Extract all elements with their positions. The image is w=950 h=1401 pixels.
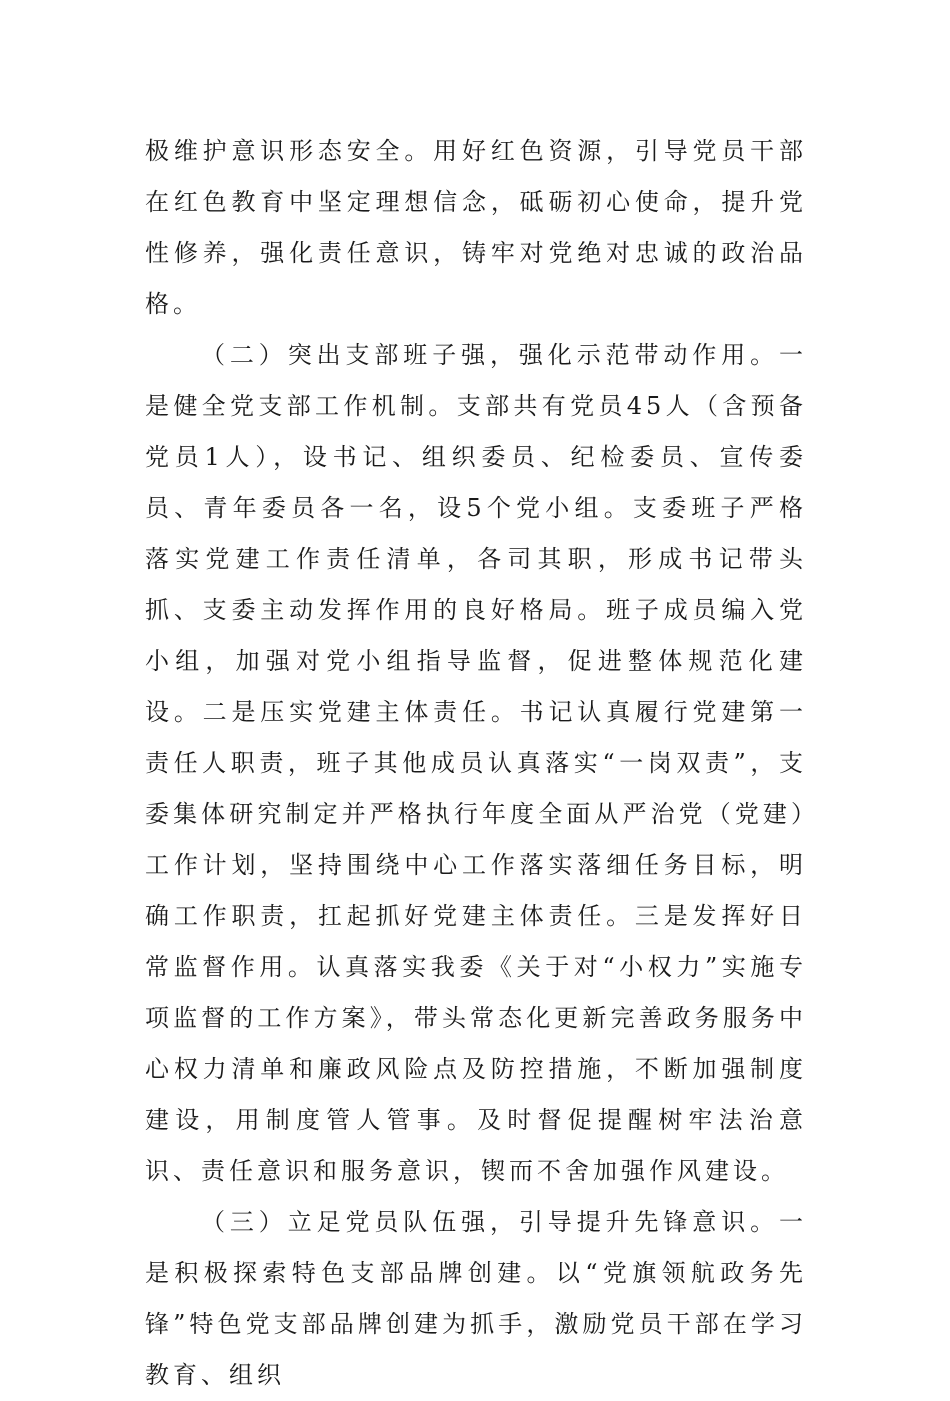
document-body xyxy=(145,126,807,1401)
paragraph-continuation: 极维护意识形态安全。用好红色资源，引导党员干部在红色教育中坚定理想信念，砥砺初心使命，提升党性修养，强化责任意识，铸牢对党绝对忠诚的政治品格。 xyxy=(145,137,807,318)
paragraph-section-two: （二）突出支部班子强，强化示范带动作用。一是健全党支部工作机制。支部共有党员45人（含预备党员1人），设书记、组织委员、纪检委员、宣传委员、青年委员各一名，设5个党小组。支委班子严格落实党建工作责任清单，各司其职，形成书记带头抓、支委主动发挥作用的良好格局。班子成员编入党小组，加强对党小组指导监督，促进整体规范化建设。二是压实党建主体责任。书记认真履行党建第一责任人职责，班子其他成员认真落实“一岗双责”，支委集体研究制定并严格执行年度全面从严治党（党建）工作计划，坚持围绕中心工作落实落细任务目标，明确工作职责，扛起抓好党建主体责任。三是发挥好日常监督作用。认真落实我委《关于对“小权力”实施专项监督的工作方案》，带头常态化更新完善政务服务中心权力清单和廉政风险点及防控措施，不断加强制度建设，用制度管人管事。及时督促提醒树牢法治意识、责任意识和服务意识，锲而不舍加强作风建设。 xyxy=(145,341,807,1185)
paragraph-section-three: （三）立足党员队伍强，引导提升先锋意识。一是积极探索特色支部品牌创建。以“党旗领航政务先锋”特色党支部品牌创建为抓手，激励党员干部在学习教育、组织 xyxy=(145,1208,807,1389)
